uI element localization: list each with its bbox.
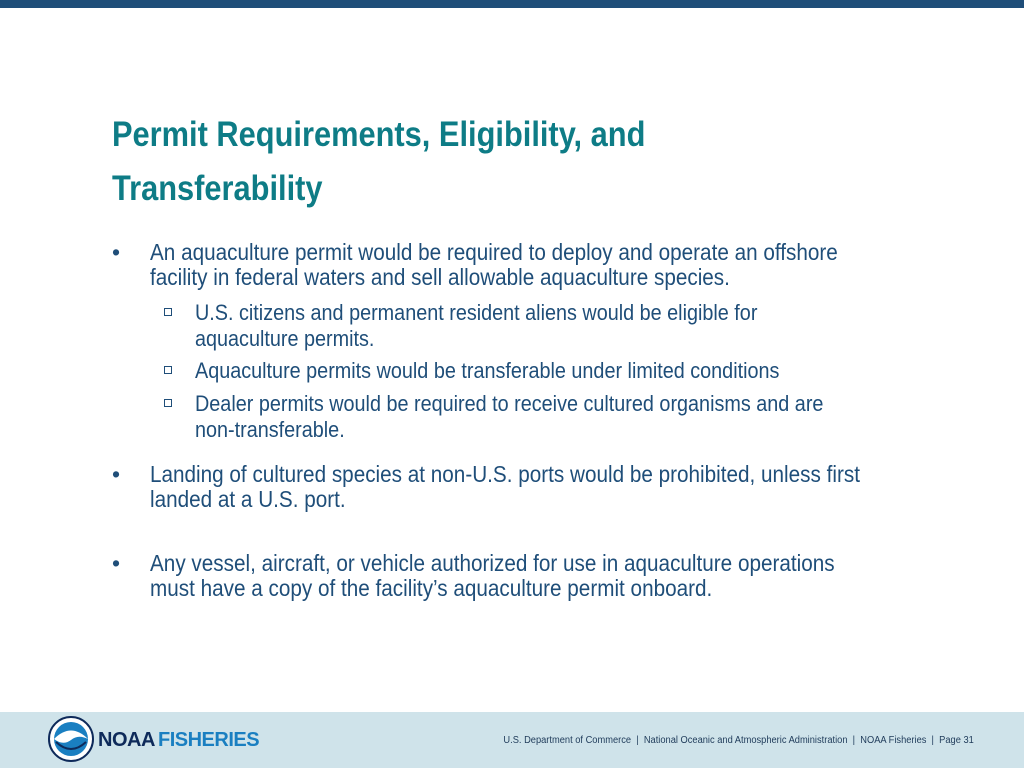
sub-bullet-text [195, 391, 915, 443]
noaa-emblem-icon [48, 716, 94, 762]
bullet-marker: • [112, 239, 121, 265]
bullet-text [150, 462, 924, 512]
sub-bullet-line: aquaculture permits. [195, 326, 375, 351]
sub-bullet-line: Dealer permits would be required to receive cultured organisms and are [195, 391, 824, 416]
sub-bullet-line: non-transferable. [195, 417, 345, 442]
bullet-marker: • [112, 550, 121, 576]
sub-bullet-text [195, 358, 915, 384]
bullet-line: Landing of cultured species at non-U.S. ports would be prohibited, unless first [150, 461, 860, 487]
sub-bullet-line: Aquaculture permits would be transferable under limited conditions [195, 358, 780, 383]
checkbox-square-icon [164, 366, 172, 374]
bullet-text [150, 240, 924, 290]
bullet-line: must have a copy of the facility’s aquaculture permit onboard. [150, 575, 713, 601]
sub-bullet-text [195, 300, 915, 352]
bullet-line: Any vessel, aircraft, or vehicle authorized for use in aquaculture operations [150, 550, 835, 576]
slide-title-line-1: Permit Requirements, Eligibility, and [112, 115, 646, 154]
bullet-line: landed at a U.S. port. [150, 486, 346, 512]
checkbox-square-icon [164, 308, 172, 316]
logo-noaa-text: NOAA [98, 729, 155, 751]
sub-bullet-line: U.S. citizens and permanent resident aliens would be eligible for [195, 300, 758, 325]
checkbox-square-icon [164, 399, 172, 407]
footer-text: U.S. Department of Commerce | National Oceanic and Atmospheric Administration | NOAA Fisheries | Page 31 [503, 735, 974, 746]
bullet-text [150, 551, 924, 601]
logo-fisheries-text: FISHERIES [158, 729, 260, 751]
bullet-marker: • [112, 461, 121, 487]
bullet-line: facility in federal waters and sell allowable aquaculture species. [150, 264, 730, 290]
slide-title-line-2: Transferability [112, 169, 323, 208]
top-accent-bar [0, 0, 1024, 8]
slide-title [112, 108, 834, 216]
bullet-line: An aquaculture permit would be required to deploy and operate an offshore [150, 239, 838, 265]
